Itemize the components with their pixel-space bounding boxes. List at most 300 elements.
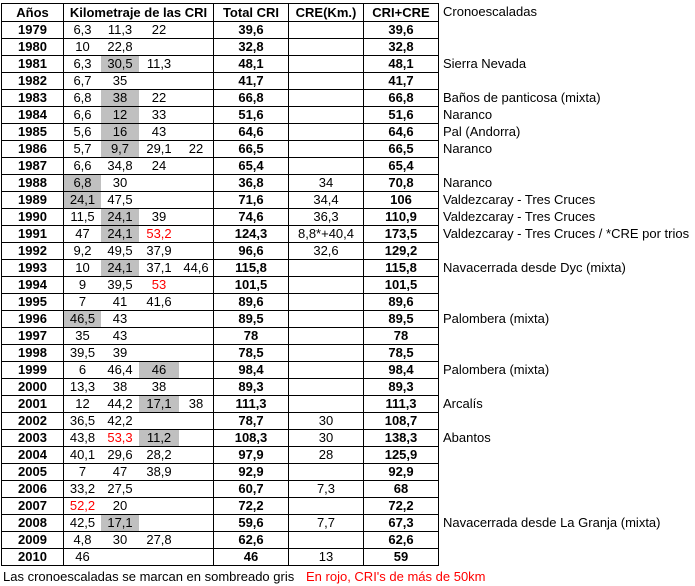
cre-cell [289,39,364,56]
total-cri-cell: 89,5 [214,311,289,328]
year-cell: 1996 [1,311,64,328]
cre-cell [289,396,364,413]
total-cri-cell: 51,6 [214,107,289,124]
km-empty-cell [139,175,179,192]
note-cell: Palombera (mixta) [443,311,550,326]
total-cri-cell: 101,5 [214,277,289,294]
note-cell [439,73,694,90]
km-value-cell: 49,5 [101,243,139,260]
cri-cre-cell: 115,8 [364,260,439,277]
cre-cell [289,141,364,158]
km-value-cell: 6,3 [64,56,101,73]
km-value-cell: 7 [64,464,101,481]
km-value-cell: 34,8 [101,158,139,175]
year-cell: 1985 [1,124,64,141]
total-cri-cell: 98,4 [214,362,289,379]
km-value-cell: 12 [101,107,139,124]
km-empty-cell [179,328,214,345]
km-empty-cell [179,73,214,90]
km-empty-cell [179,90,214,107]
cre-cell [289,73,364,90]
table-row [1,498,694,515]
note-cell [439,498,694,515]
total-cri-cell: 48,1 [214,56,289,73]
header-years: Años [1,3,64,22]
km-empty-cell [139,328,179,345]
km-empty-cell [139,413,179,430]
table-row [1,39,694,56]
cre-cell [289,464,364,481]
note-cell: Navacerrada desde Dyc (mixta) [443,260,626,275]
km-value-cell: 6,8 [64,175,101,192]
cre-cell: 32,6 [289,243,364,260]
note-cell [439,413,694,430]
cri-cre-cell: 41,7 [364,73,439,90]
cre-cell [289,379,364,396]
km-value-cell: 41 [101,294,139,311]
km-value-cell: 5,6 [64,124,101,141]
km-value-cell: 12 [64,396,101,413]
legend-gray-shading: Las cronoescaladas se marcan en sombreado gris [3,569,295,584]
cri-cre-cell: 89,5 [364,311,439,328]
km-value-cell: 10 [64,260,101,277]
cre-cell: 30 [289,430,364,447]
km-value-cell: 33 [139,107,179,124]
table-row [1,22,694,39]
year-cell: 1979 [1,22,64,39]
cri-cre-cell: 67,3 [364,515,439,532]
km-value-cell: 11,3 [139,56,179,73]
total-cri-cell: 111,3 [214,396,289,413]
note-cell [439,243,694,260]
total-cri-cell: 78,5 [214,345,289,362]
cri-cre-cell: 78 [364,328,439,345]
table-row [1,209,694,226]
note-cell [439,294,694,311]
cri-cre-cell: 72,2 [364,498,439,515]
km-empty-cell [179,481,214,498]
km-value-cell: 38 [179,396,214,413]
cre-cell [289,328,364,345]
year-cell: 1986 [1,141,64,158]
km-value-cell: 38 [101,90,139,107]
table-row [1,260,694,277]
cre-cell [289,22,364,39]
year-cell: 2007 [1,498,64,515]
km-value-cell: 52,2 [64,498,101,515]
year-cell: 2009 [1,532,64,549]
table-row [1,158,694,175]
km-value-cell: 6,3 [64,22,101,39]
km-value-cell: 30 [101,532,139,549]
km-empty-cell [139,311,179,328]
cre-cell: 36,3 [289,209,364,226]
km-empty-cell [179,447,214,464]
km-empty-cell [179,379,214,396]
km-empty-cell [139,73,179,90]
km-value-cell: 39 [139,209,179,226]
cre-cell [289,277,364,294]
total-cri-cell: 78,7 [214,413,289,430]
note-cell: Navacerrada desde La Granja (mixta) [443,515,661,530]
km-value-cell: 44,6 [179,260,214,277]
cri-cre-cell: 66,5 [364,141,439,158]
cri-cre-cell: 39,6 [364,22,439,39]
km-value-cell: 29,1 [139,141,179,158]
year-cell: 1990 [1,209,64,226]
cre-cell [289,56,364,73]
km-value-cell: 35 [101,73,139,90]
cri-cre-cell: 173,5 [364,226,439,243]
km-value-cell: 44,2 [101,396,139,413]
cre-cell [289,311,364,328]
km-value-cell: 28,2 [139,447,179,464]
km-value-cell: 24,1 [101,209,139,226]
table-row [1,243,694,260]
cre-cell: 34 [289,175,364,192]
table-row [1,396,694,413]
header-total-cri: Total CRI [214,3,289,22]
note-cell: Naranco [443,175,493,190]
cre-cell [289,90,364,107]
km-value-cell: 6,6 [64,107,101,124]
cre-cell: 30 [289,413,364,430]
km-empty-cell [179,209,214,226]
km-value-cell: 46 [64,549,101,566]
year-cell: 1997 [1,328,64,345]
km-value-cell: 30 [101,175,139,192]
km-value-cell: 24,1 [64,192,101,209]
km-value-cell: 47 [101,464,139,481]
cri-cre-cell: 65,4 [364,158,439,175]
km-empty-cell [101,549,139,566]
table-row [1,294,694,311]
cre-cell: 8,8*+40,4 [289,226,364,243]
cri-cre-cell: 70,8 [364,175,439,192]
note-cell: Pal (Andorra) [443,124,521,139]
km-value-cell: 10 [64,39,101,56]
km-value-cell: 38 [101,379,139,396]
km-empty-cell [179,464,214,481]
table-row [1,362,694,379]
table-row [1,379,694,396]
table-row [1,532,694,549]
table-row [1,311,694,328]
km-value-cell: 29,6 [101,447,139,464]
km-empty-cell [179,430,214,447]
year-cell: 2003 [1,430,64,447]
year-cell: 1987 [1,158,64,175]
km-value-cell: 4,8 [64,532,101,549]
cri-cre-cell: 129,2 [364,243,439,260]
note-cell [439,549,694,566]
table-row [1,175,694,192]
km-empty-cell [179,277,214,294]
cri-cre-cell: 138,3 [364,430,439,447]
km-value-cell: 46 [139,362,179,379]
note-cell: Valdezcaray - Tres Cruces [443,192,596,207]
km-value-cell: 9 [64,277,101,294]
cre-cell [289,107,364,124]
km-value-cell: 33,2 [64,481,101,498]
cri-cre-cell: 92,9 [364,464,439,481]
km-value-cell: 6 [64,362,101,379]
cre-cell [289,345,364,362]
km-value-cell: 42,5 [64,515,101,532]
km-value-cell: 7 [64,294,101,311]
total-cri-cell: 71,6 [214,192,289,209]
km-empty-cell [179,107,214,124]
total-cri-cell: 64,6 [214,124,289,141]
note-cell [439,345,694,362]
note-cell [439,447,694,464]
cre-cell [289,362,364,379]
km-value-cell: 27,8 [139,532,179,549]
km-value-cell: 43 [101,328,139,345]
year-cell: 1992 [1,243,64,260]
km-empty-cell [139,345,179,362]
km-value-cell: 37,9 [139,243,179,260]
km-value-cell: 11,2 [139,430,179,447]
legend-red-text: En rojo, CRI's de más de 50km [306,569,486,584]
year-cell: 2002 [1,413,64,430]
total-cri-cell: 60,7 [214,481,289,498]
km-value-cell: 39,5 [101,277,139,294]
km-empty-cell [179,243,214,260]
km-empty-cell [179,226,214,243]
table-row [1,447,694,464]
km-value-cell: 11,3 [101,22,139,39]
total-cri-cell: 115,8 [214,260,289,277]
total-cri-cell: 89,3 [214,379,289,396]
km-value-cell: 43 [139,124,179,141]
header-cre: CRE(Km.) [289,3,364,22]
cre-cell [289,294,364,311]
year-cell: 1984 [1,107,64,124]
note-cell: Naranco [443,141,493,156]
cri-cre-cell: 51,6 [364,107,439,124]
km-value-cell: 24 [139,158,179,175]
total-cri-cell: 72,2 [214,498,289,515]
year-cell: 2008 [1,515,64,532]
km-value-cell: 9,2 [64,243,101,260]
note-cell [439,464,694,481]
note-cell: Abantos [443,430,491,445]
table-row [1,515,694,532]
note-cell: Valdezcaray - Tres Cruces / *CRE por trios [443,226,690,241]
year-cell: 2010 [1,549,64,566]
table-row [1,481,694,498]
year-cell: 2006 [1,481,64,498]
cri-cre-cell: 68 [364,481,439,498]
km-value-cell: 39,5 [64,345,101,362]
note-cell: Sierra Nevada [443,56,527,71]
total-cri-cell: 92,9 [214,464,289,481]
note-cell [439,379,694,396]
km-empty-cell [179,294,214,311]
table-row [1,413,694,430]
km-value-cell: 37,1 [139,260,179,277]
table-row [1,328,694,345]
km-empty-cell [179,56,214,73]
km-value-cell: 39 [101,345,139,362]
cri-cre-cell: 59 [364,549,439,566]
cre-cell: 34,4 [289,192,364,209]
note-cell [439,158,694,175]
km-value-cell: 46,4 [101,362,139,379]
km-value-cell: 38 [139,379,179,396]
cri-cre-cell: 108,7 [364,413,439,430]
total-cri-cell: 78 [214,328,289,345]
km-value-cell: 53,2 [139,226,179,243]
total-cri-cell: 89,6 [214,294,289,311]
km-value-cell: 11,5 [64,209,101,226]
km-empty-cell [179,39,214,56]
cri-cre-cell: 111,3 [364,396,439,413]
km-value-cell: 27,5 [101,481,139,498]
km-value-cell: 43,8 [64,430,101,447]
km-empty-cell [179,124,214,141]
year-cell: 2001 [1,396,64,413]
total-cri-cell: 59,6 [214,515,289,532]
cre-cell [289,532,364,549]
km-empty-cell [139,39,179,56]
table-row [1,90,694,107]
cri-cre-cell: 48,1 [364,56,439,73]
km-value-cell: 17,1 [101,515,139,532]
note-cell [439,22,694,39]
header-cronoescaladas: Cronoescaladas [443,4,537,19]
km-empty-cell [179,498,214,515]
km-empty-cell [179,311,214,328]
cre-cell [289,260,364,277]
km-value-cell: 17,1 [139,396,179,413]
year-cell: 1980 [1,39,64,56]
cre-cell [289,498,364,515]
total-cri-cell: 66,5 [214,141,289,158]
cri-cre-cell: 101,5 [364,277,439,294]
km-value-cell: 22 [139,22,179,39]
cri-cre-cell: 32,8 [364,39,439,56]
km-empty-cell [139,192,179,209]
year-cell: 2000 [1,379,64,396]
km-empty-cell [179,175,214,192]
km-empty-cell [179,192,214,209]
cri-cre-cell: 106 [364,192,439,209]
km-empty-cell [179,158,214,175]
km-empty-cell [179,22,214,39]
km-value-cell: 5,7 [64,141,101,158]
table-row [1,464,694,481]
cre-cell: 28 [289,447,364,464]
table-row [1,107,694,124]
total-cri-cell: 36,8 [214,175,289,192]
total-cri-cell: 62,6 [214,532,289,549]
note-cell: Arcalís [443,396,483,411]
total-cri-cell: 96,6 [214,243,289,260]
cre-cell: 7,3 [289,481,364,498]
km-empty-cell [179,413,214,430]
table-row [1,73,694,90]
note-cell: Valdezcaray - Tres Cruces [443,209,596,224]
km-empty-cell [179,532,214,549]
km-value-cell: 36,5 [64,413,101,430]
year-cell: 1988 [1,175,64,192]
year-cell: 1998 [1,345,64,362]
km-value-cell: 41,6 [139,294,179,311]
year-cell: 1982 [1,73,64,90]
km-empty-cell [139,498,179,515]
km-empty-cell [139,515,179,532]
km-empty-cell [179,515,214,532]
km-value-cell: 20 [101,498,139,515]
km-value-cell: 47 [64,226,101,243]
table-row [1,549,694,566]
km-value-cell: 53,3 [101,430,139,447]
total-cri-cell: 66,8 [214,90,289,107]
km-value-cell: 40,1 [64,447,101,464]
km-value-cell: 46,5 [64,311,101,328]
year-cell: 1989 [1,192,64,209]
year-cell: 1981 [1,56,64,73]
km-empty-cell [179,345,214,362]
total-cri-cell: 46 [214,549,289,566]
total-cri-cell: 39,6 [214,22,289,39]
cri-cre-cell: 89,3 [364,379,439,396]
total-cri-cell: 65,4 [214,158,289,175]
total-cri-cell: 108,3 [214,430,289,447]
table-row [1,192,694,209]
table-row [1,430,694,447]
table-row [1,56,694,73]
km-value-cell: 22,8 [101,39,139,56]
km-value-cell: 13,3 [64,379,101,396]
cri-cre-cell: 98,4 [364,362,439,379]
km-value-cell: 22 [139,90,179,107]
year-cell: 1994 [1,277,64,294]
km-value-cell: 9,7 [101,141,139,158]
header-kilometraje: Kilometraje de las CRI [64,3,214,22]
table-body [1,22,694,566]
km-value-cell: 24,1 [101,260,139,277]
km-value-cell: 35 [64,328,101,345]
note-cell [439,277,694,294]
cri-cre-cell: 66,8 [364,90,439,107]
total-cri-cell: 32,8 [214,39,289,56]
km-empty-cell [139,481,179,498]
km-empty-cell [179,362,214,379]
cre-cell [289,124,364,141]
total-cri-cell: 124,3 [214,226,289,243]
km-value-cell: 6,7 [64,73,101,90]
year-cell: 2004 [1,447,64,464]
km-value-cell: 38,9 [139,464,179,481]
table-row [1,226,694,243]
year-cell: 1993 [1,260,64,277]
km-value-cell: 47,5 [101,192,139,209]
cre-cell [289,158,364,175]
km-value-cell: 22 [179,141,214,158]
km-value-cell: 6,6 [64,158,101,175]
note-cell [439,532,694,549]
table-row [1,277,694,294]
km-value-cell: 53 [139,277,179,294]
cri-cre-cell: 62,6 [364,532,439,549]
km-value-cell: 42,2 [101,413,139,430]
note-cell: Palombera (mixta) [443,362,550,377]
total-cri-cell: 74,6 [214,209,289,226]
cri-cre-cell: 125,9 [364,447,439,464]
